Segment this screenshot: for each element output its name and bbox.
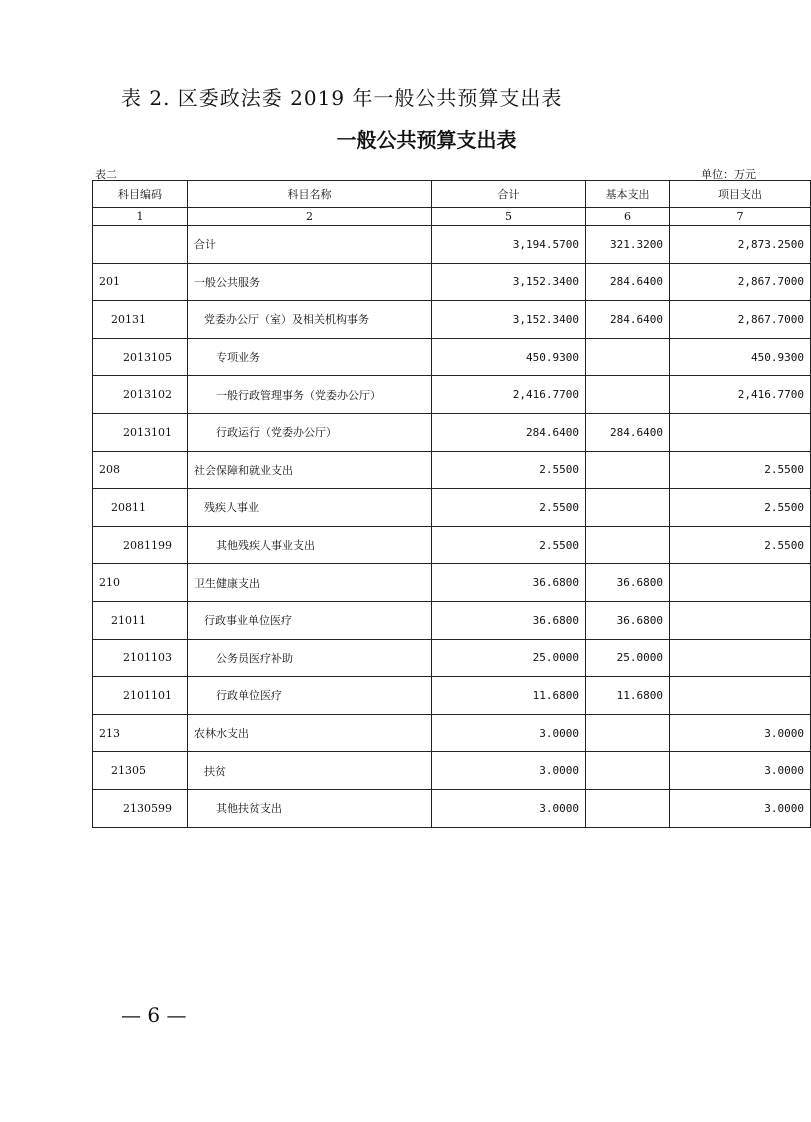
- budget-table: [92, 180, 811, 828]
- name-cell: 行政运行（党委办公厅）: [188, 413, 432, 451]
- project-cell: 2,873.2500: [670, 226, 811, 264]
- code-cell: 208: [93, 451, 188, 489]
- project-cell: 3.0000: [670, 714, 811, 752]
- header-row: [93, 181, 811, 208]
- name-cell: 农林水支出: [188, 714, 432, 752]
- project-cell: [670, 413, 811, 451]
- table-row: [93, 677, 811, 715]
- basic-cell: [586, 376, 670, 414]
- total-cell: 2.5500: [432, 526, 586, 564]
- basic-cell: 284.6400: [586, 413, 670, 451]
- table-row: [93, 714, 811, 752]
- total-cell: 2.5500: [432, 451, 586, 489]
- total-cell: 3.0000: [432, 789, 586, 827]
- basic-cell: 284.6400: [586, 301, 670, 339]
- name-cell: 公务员医疗补助: [188, 639, 432, 677]
- code-cell: 20811: [93, 489, 188, 527]
- code-cell: [93, 226, 188, 264]
- name-cell: 一般公共服务: [188, 263, 432, 301]
- code-cell: 21011: [93, 601, 188, 639]
- table-row: [93, 376, 811, 414]
- total-cell: 3,152.3400: [432, 263, 586, 301]
- table-row: [93, 338, 811, 376]
- header-project: 项目支出: [670, 181, 811, 208]
- project-cell: 3.0000: [670, 789, 811, 827]
- project-cell: 2.5500: [670, 489, 811, 527]
- name-cell: 残疾人事业: [188, 489, 432, 527]
- name-cell: 卫生健康支出: [188, 564, 432, 602]
- project-cell: [670, 564, 811, 602]
- name-cell: 党委办公厅（室）及相关机构事务: [188, 301, 432, 339]
- code-cell: 2013102: [93, 376, 188, 414]
- code-cell: 2130599: [93, 789, 188, 827]
- name-cell: 合计: [188, 226, 432, 264]
- project-cell: 2.5500: [670, 451, 811, 489]
- basic-cell: [586, 789, 670, 827]
- total-cell: 3.0000: [432, 714, 586, 752]
- basic-cell: 321.3200: [586, 226, 670, 264]
- code-cell: 213: [93, 714, 188, 752]
- table-row: [93, 301, 811, 339]
- total-cell: 36.6800: [432, 564, 586, 602]
- basic-cell: [586, 714, 670, 752]
- project-cell: 2.5500: [670, 526, 811, 564]
- name-cell: 其他残疾人事业支出: [188, 526, 432, 564]
- code-cell: 21305: [93, 752, 188, 790]
- index-cell: 1: [93, 208, 188, 226]
- code-cell: 20131: [93, 301, 188, 339]
- table-row: [93, 226, 811, 264]
- table-row: [93, 413, 811, 451]
- basic-cell: [586, 752, 670, 790]
- code-cell: 2013105: [93, 338, 188, 376]
- name-cell: 专项业务: [188, 338, 432, 376]
- name-cell: 一般行政管理事务（党委办公厅）: [188, 376, 432, 414]
- project-cell: [670, 601, 811, 639]
- code-cell: 201: [93, 263, 188, 301]
- total-cell: 450.9300: [432, 338, 586, 376]
- total-cell: 284.6400: [432, 413, 586, 451]
- table-row: [93, 639, 811, 677]
- code-cell: 2101103: [93, 639, 188, 677]
- index-cell: 7: [670, 208, 811, 226]
- index-cell: 5: [432, 208, 586, 226]
- project-cell: [670, 677, 811, 715]
- index-row: [93, 208, 811, 226]
- table-row: [93, 526, 811, 564]
- total-cell: 25.0000: [432, 639, 586, 677]
- page-number: — 6 —: [121, 1003, 187, 1027]
- basic-cell: [586, 451, 670, 489]
- basic-cell: 11.6800: [586, 677, 670, 715]
- name-cell: 扶贫: [188, 752, 432, 790]
- table-row: [93, 564, 811, 602]
- project-cell: 3.0000: [670, 752, 811, 790]
- name-cell: 社会保障和就业支出: [188, 451, 432, 489]
- total-cell: 2.5500: [432, 489, 586, 527]
- code-cell: 2101101: [93, 677, 188, 715]
- table-row: [93, 789, 811, 827]
- basic-cell: 36.6800: [586, 601, 670, 639]
- basic-cell: 284.6400: [586, 263, 670, 301]
- table-row: [93, 601, 811, 639]
- code-cell: 2081199: [93, 526, 188, 564]
- total-cell: 11.6800: [432, 677, 586, 715]
- table-body: [93, 226, 811, 828]
- name-cell: 其他扶贫支出: [188, 789, 432, 827]
- basic-cell: [586, 338, 670, 376]
- index-cell: 6: [586, 208, 670, 226]
- total-cell: 3,152.3400: [432, 301, 586, 339]
- table-label: 表二: [95, 168, 117, 181]
- table-row: [93, 489, 811, 527]
- code-cell: 210: [93, 564, 188, 602]
- header-code: 科目编码: [93, 181, 188, 208]
- total-cell: 2,416.7700: [432, 376, 586, 414]
- table-row: [93, 263, 811, 301]
- header-total: 合计: [432, 181, 586, 208]
- project-cell: 2,867.7000: [670, 301, 811, 339]
- total-cell: 36.6800: [432, 601, 586, 639]
- header-name: 科目名称: [188, 181, 432, 208]
- basic-cell: 25.0000: [586, 639, 670, 677]
- code-cell: 2013101: [93, 413, 188, 451]
- basic-cell: [586, 526, 670, 564]
- project-cell: 2,416.7700: [670, 376, 811, 414]
- header-basic: 基本支出: [586, 181, 670, 208]
- table-title: 一般公共预算支出表: [336, 128, 517, 152]
- basic-cell: [586, 489, 670, 527]
- table-row: [93, 451, 811, 489]
- project-cell: 2,867.7000: [670, 263, 811, 301]
- project-cell: 450.9300: [670, 338, 811, 376]
- table-row: [93, 752, 811, 790]
- total-cell: 3.0000: [432, 752, 586, 790]
- basic-cell: 36.6800: [586, 564, 670, 602]
- name-cell: 行政单位医疗: [188, 677, 432, 715]
- document-title: 表 2. 区委政法委 2019 年一般公共预算支出表: [121, 86, 563, 110]
- project-cell: [670, 639, 811, 677]
- total-cell: 3,194.5700: [432, 226, 586, 264]
- unit-label: 单位：万元: [701, 168, 756, 181]
- name-cell: 行政事业单位医疗: [188, 601, 432, 639]
- index-cell: 2: [188, 208, 432, 226]
